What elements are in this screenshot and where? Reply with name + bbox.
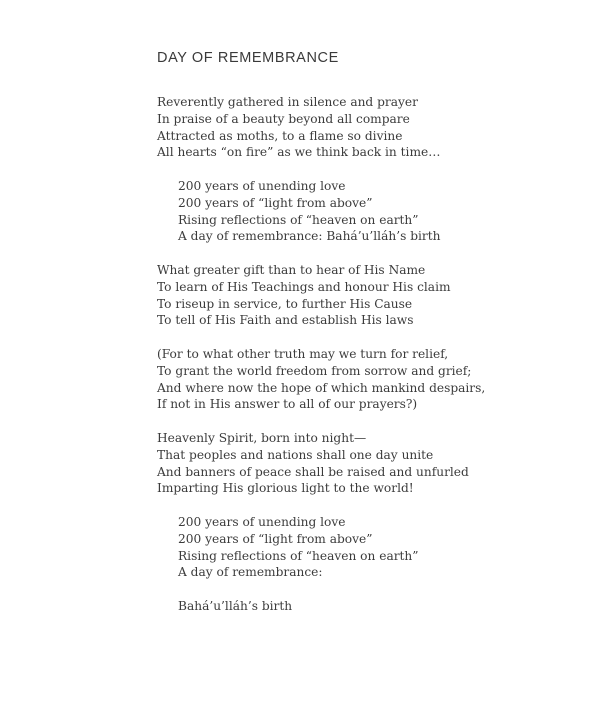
- stanza-3: [157, 262, 587, 329]
- stanza-6-refrain: [157, 514, 587, 615]
- poem-line: And where now the hope of which mankind despairs,: [157, 380, 486, 395]
- poem-line: To learn of His Teachings and honour His claim: [157, 279, 451, 294]
- poem-line: A day of remembrance:: [178, 565, 323, 580]
- poem-line: To grant the world freedom from sorrow and grief;: [157, 363, 472, 378]
- poem-line: (For to what other truth may we turn for relief,: [157, 346, 449, 361]
- poem-line: If not in His answer to all of our prayers?): [157, 397, 418, 412]
- poem-line: All hearts “on fire” as we think back in time…: [157, 145, 441, 160]
- poem-line: That peoples and nations shall one day unite: [157, 447, 434, 462]
- poem-line: Rising reflections of “heaven on earth”: [178, 212, 419, 227]
- poem-line: In praise of a beauty beyond all compare: [157, 111, 410, 126]
- poem-title: DAY OF REMEMBRANCE: [157, 50, 339, 66]
- stanza-4: [157, 346, 587, 413]
- poem-line: Bahá’u’lláh’s birth: [178, 598, 293, 613]
- poem-line: 200 years of “light from above”: [178, 195, 373, 210]
- poem-line: A day of remembrance: Bahá’u’lláh’s birth: [178, 229, 441, 244]
- stanza-5: [157, 430, 587, 497]
- poem-body: [157, 94, 587, 632]
- poem-line: 200 years of unending love: [178, 178, 346, 193]
- stanza-2-refrain: [157, 178, 587, 245]
- poem-line: 200 years of unending love: [178, 514, 346, 529]
- poem-line: 200 years of “light from above”: [178, 531, 373, 546]
- poem-line: Rising reflections of “heaven on earth”: [178, 548, 419, 563]
- poem-line: Imparting His glorious light to the world!: [157, 481, 414, 496]
- poem-line: To tell of His Faith and establish His laws: [157, 313, 414, 328]
- poem-line: Attracted as moths, to a flame so divine: [157, 128, 403, 143]
- stanza-1: [157, 94, 587, 161]
- poem-line: To riseup in service, to further His Cause: [157, 296, 413, 311]
- poem-line: Heavenly Spirit, born into night—: [157, 430, 367, 445]
- blank-line: [178, 581, 587, 598]
- poem-line: What greater gift than to hear of His Name: [157, 262, 426, 277]
- poem-line: And banners of peace shall be raised and unfurled: [157, 464, 469, 479]
- poem-line: Reverently gathered in silence and prayer: [157, 95, 418, 109]
